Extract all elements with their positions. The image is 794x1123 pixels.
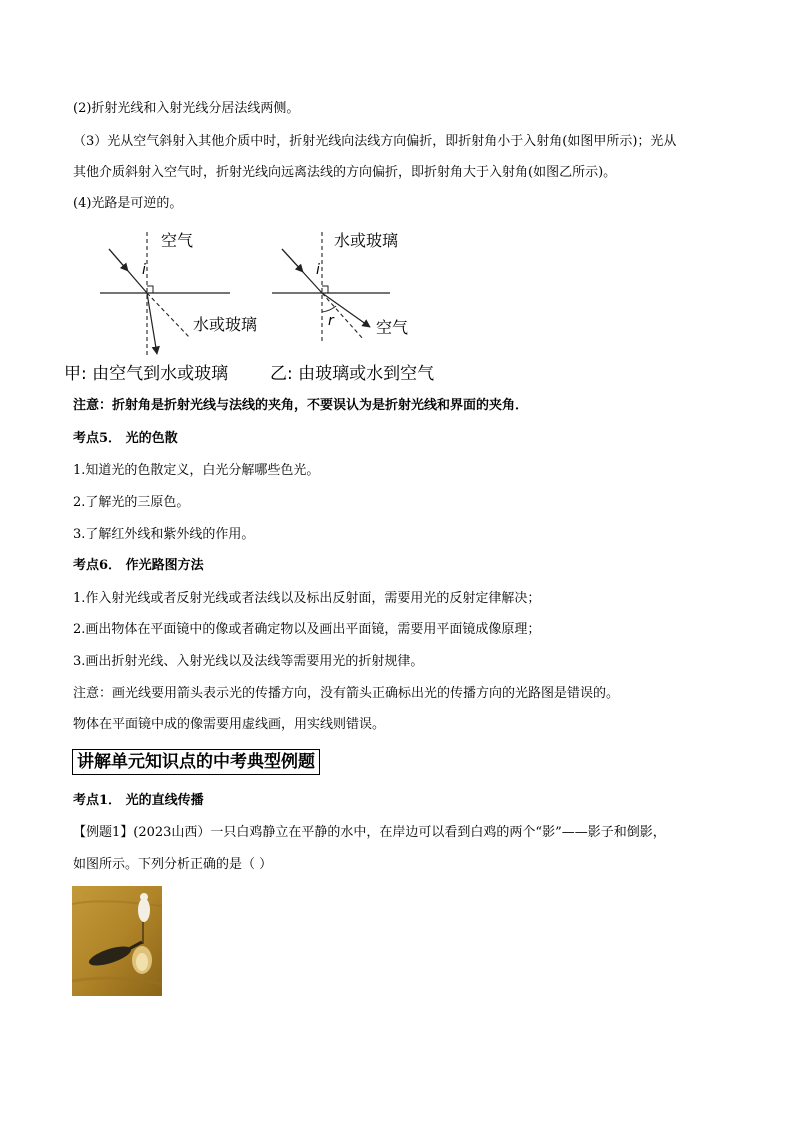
section-banner: 讲解单元知识点的中考典型例题 [72,749,320,775]
text-line: 2.了解光的三原色。 [73,495,190,510]
right-angle-mark [322,286,328,293]
text-line: 1.作入射光线或者反射光线或者法线以及标出反射面，需要用光的反射定律解决； [73,591,541,606]
label-r: r [328,313,334,329]
label-air: 空气 [376,318,409,337]
egret-photo [72,886,162,996]
angle-arc [322,306,336,312]
section-heading: 考点5． 光的色散 [73,431,178,446]
caption-a: 甲: 由空气到水或玻璃 [64,364,229,384]
text-line: (2)折射光线和入射光线分居法线两侧。 [73,101,300,116]
text-line: 其他介质斜射入空气时，折射光线向远离法线的方向偏折，即折射角大于入射角(如图乙所示)。 [73,165,617,180]
label-air: 空气 [161,231,194,250]
text-line: （3）光从空气斜射入其他介质中时，折射光线向法线方向偏折，即折射角小于入射角(如图甲所示)；光从 [73,134,677,149]
incident-arrow [282,249,303,272]
label-water-glass: 水或玻璃 [334,231,399,250]
label-water-glass: 水或玻璃 [193,315,258,334]
refraction-diagrams [0,222,794,392]
text-line: (4)光路是可逆的。 [73,196,183,211]
diagram-air-to-water [64,231,257,384]
incident-arrow [109,249,128,271]
example-text: 【例题1】(2023山西）一只白鸡静立在平静的水中，在岸边可以看到白鸡的两个“影”——影子和倒影， [73,825,666,840]
text-line: 1.知道光的色散定义，白光分解哪些色光。 [73,463,320,478]
text-line: 3.画出折射光线、入射光线以及法线等需要用光的折射规律。 [73,654,424,669]
section-heading: 考点1． 光的直线传播 [73,793,204,808]
egret-head [140,893,148,901]
refracted-ray [147,293,157,354]
text-line: 3.了解红外线和紫外线的作用。 [73,527,255,542]
caption-b: 乙: 由玻璃或水到空气 [270,364,435,384]
reflection-inner [136,953,148,971]
label-i: i [142,262,146,278]
example-text: 如图所示。下列分析正确的是（ ） [73,857,273,872]
section-heading: 考点6． 作光路图方法 [73,558,204,573]
right-angle-mark [147,286,153,293]
note: 注意：画光线要用箭头表示光的传播方向，没有箭头正确标出光的传播方向的光路图是错误的。 [73,686,620,701]
diagram-water-to-air [270,231,434,384]
note: 物体在平面镜中成的像需要用虚线画，用实线则错误。 [73,717,386,732]
label-i: i [316,262,320,278]
note: 注意：折射角是折射光线与法线的夹角，不要误认为是折射光线和界面的夹角． [73,398,529,413]
text-line: 2.画出物体在平面镜中的像或者确定物以及画出平面镜，需要用平面镜成像原理； [73,622,541,637]
egret-body [138,898,150,922]
